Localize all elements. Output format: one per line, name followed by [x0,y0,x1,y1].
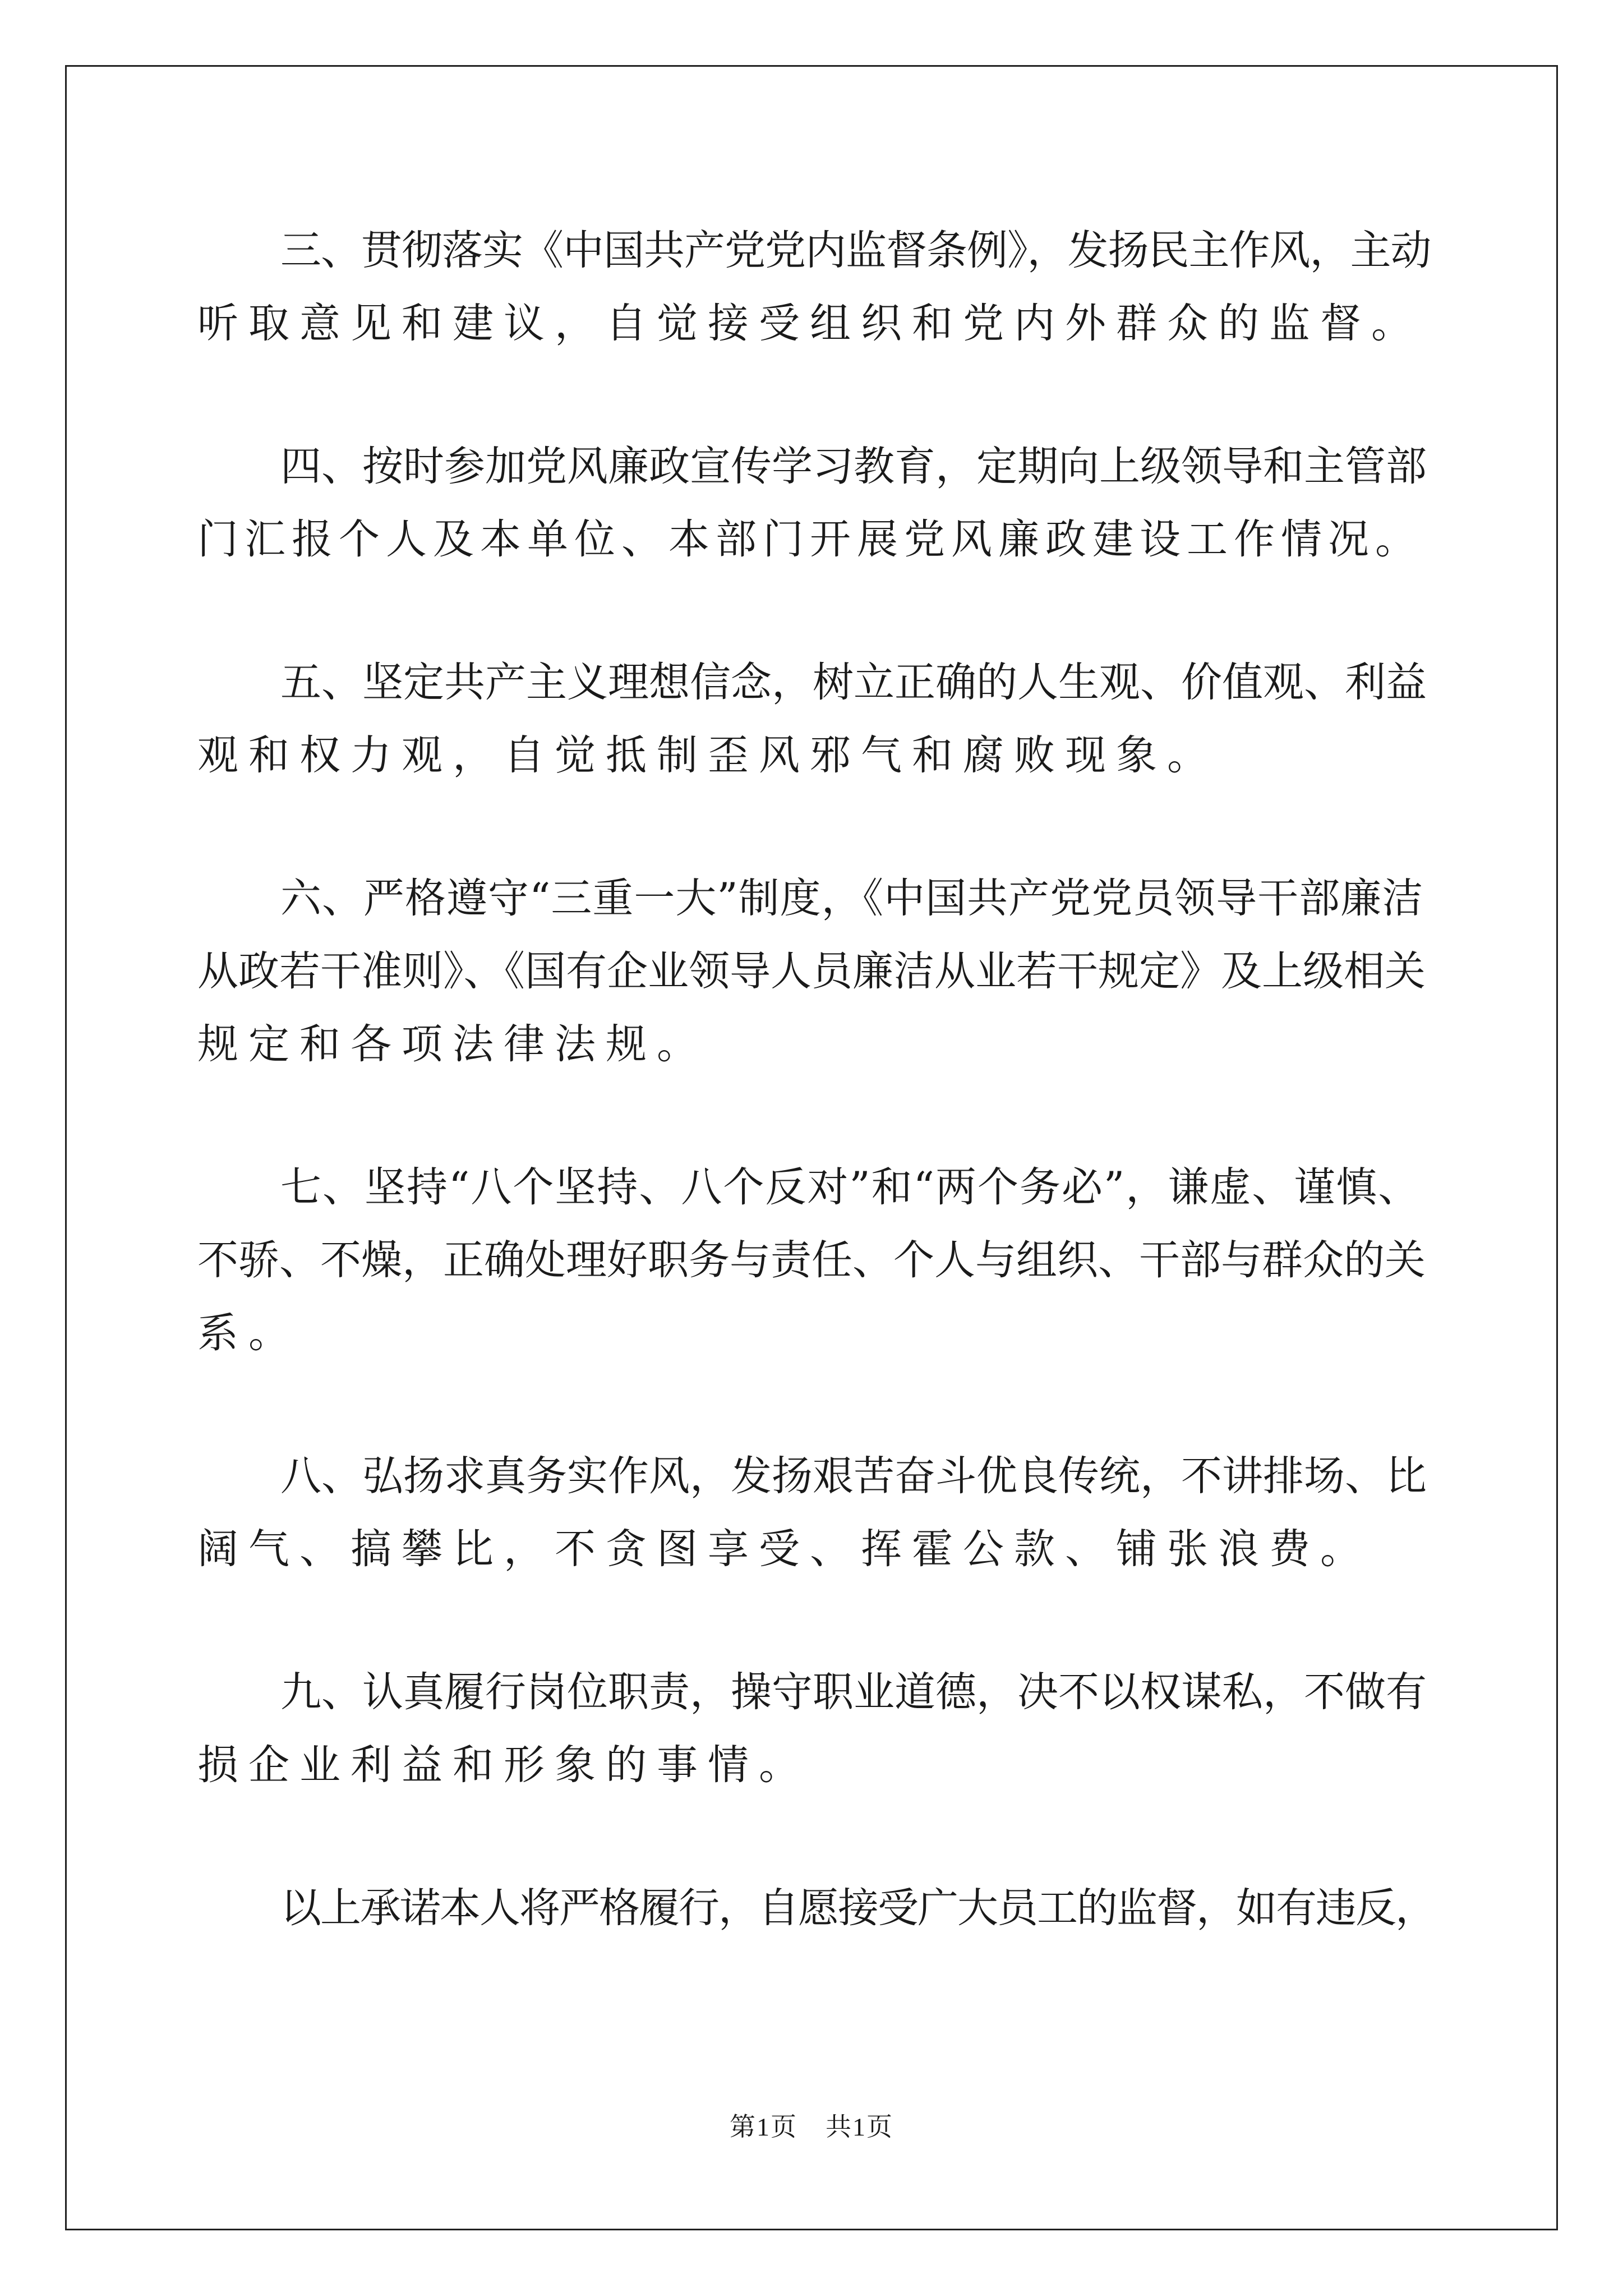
text-line: 四、按时参加党风廉政宣传学习教育，定期向上级领导和主管部 [280,443,1427,490]
text-line: 从政若干准则》、《国有企业领导人员廉洁从业若干规定》及上级相关 [197,947,1426,995]
text-line: 三、贯彻落实《中国共产党党内监督条例》，发扬民主作风，主动 [280,227,1431,274]
text-line: 阔气、搞攀比，不贪图享受、挥霍公款、铺张浪费。 [197,1525,1371,1573]
text-line: 观和权力观，自觉抵制歪风邪气和腐败现象。 [197,731,1218,779]
text-line: 九、认真履行岗位职责，操守职业道德，决不以权谋私，不做有 [280,1668,1427,1716]
text-line: 损企业利益和形象的事情。 [197,1741,810,1789]
page-number: 第1页 [730,2113,797,2141]
text-line: 不骄、不燥，正确处理好职务与责任、个人与组织、干部与群众的关 [197,1236,1426,1284]
text-line: 听取意见和建议，自觉接受组织和党内外群众的监督。 [197,300,1422,347]
text-line: 系。 [197,1309,299,1357]
page-footer [0,2106,1623,2143]
text-line: 门汇报个人及本单位、本部门开展党风廉政建设工作情况。 [197,516,1422,563]
text-line: 六、严格遵守“三重一大”制度，《中国共产党党员领导干部廉洁 [280,875,1424,922]
text-line: 以上承诺本人将严格履行，自愿接受广大员工的监督，如有违反， [280,1884,1435,1932]
page-total: 共1页 [826,2113,893,2141]
text-line: 七、坚持“八个坚持、八个反对”和“两个务必”，谦虚、谨慎、 [280,1163,1421,1211]
text-line: 五、坚定共产主义理想信念，树立正确的人生观、价值观、利益 [280,659,1427,706]
text-line: 规定和各项法律法规。 [197,1020,708,1068]
text-line: 八、弘扬求真务实作风，发扬艰苦奋斗优良传统，不讲排场、比 [280,1452,1427,1500]
